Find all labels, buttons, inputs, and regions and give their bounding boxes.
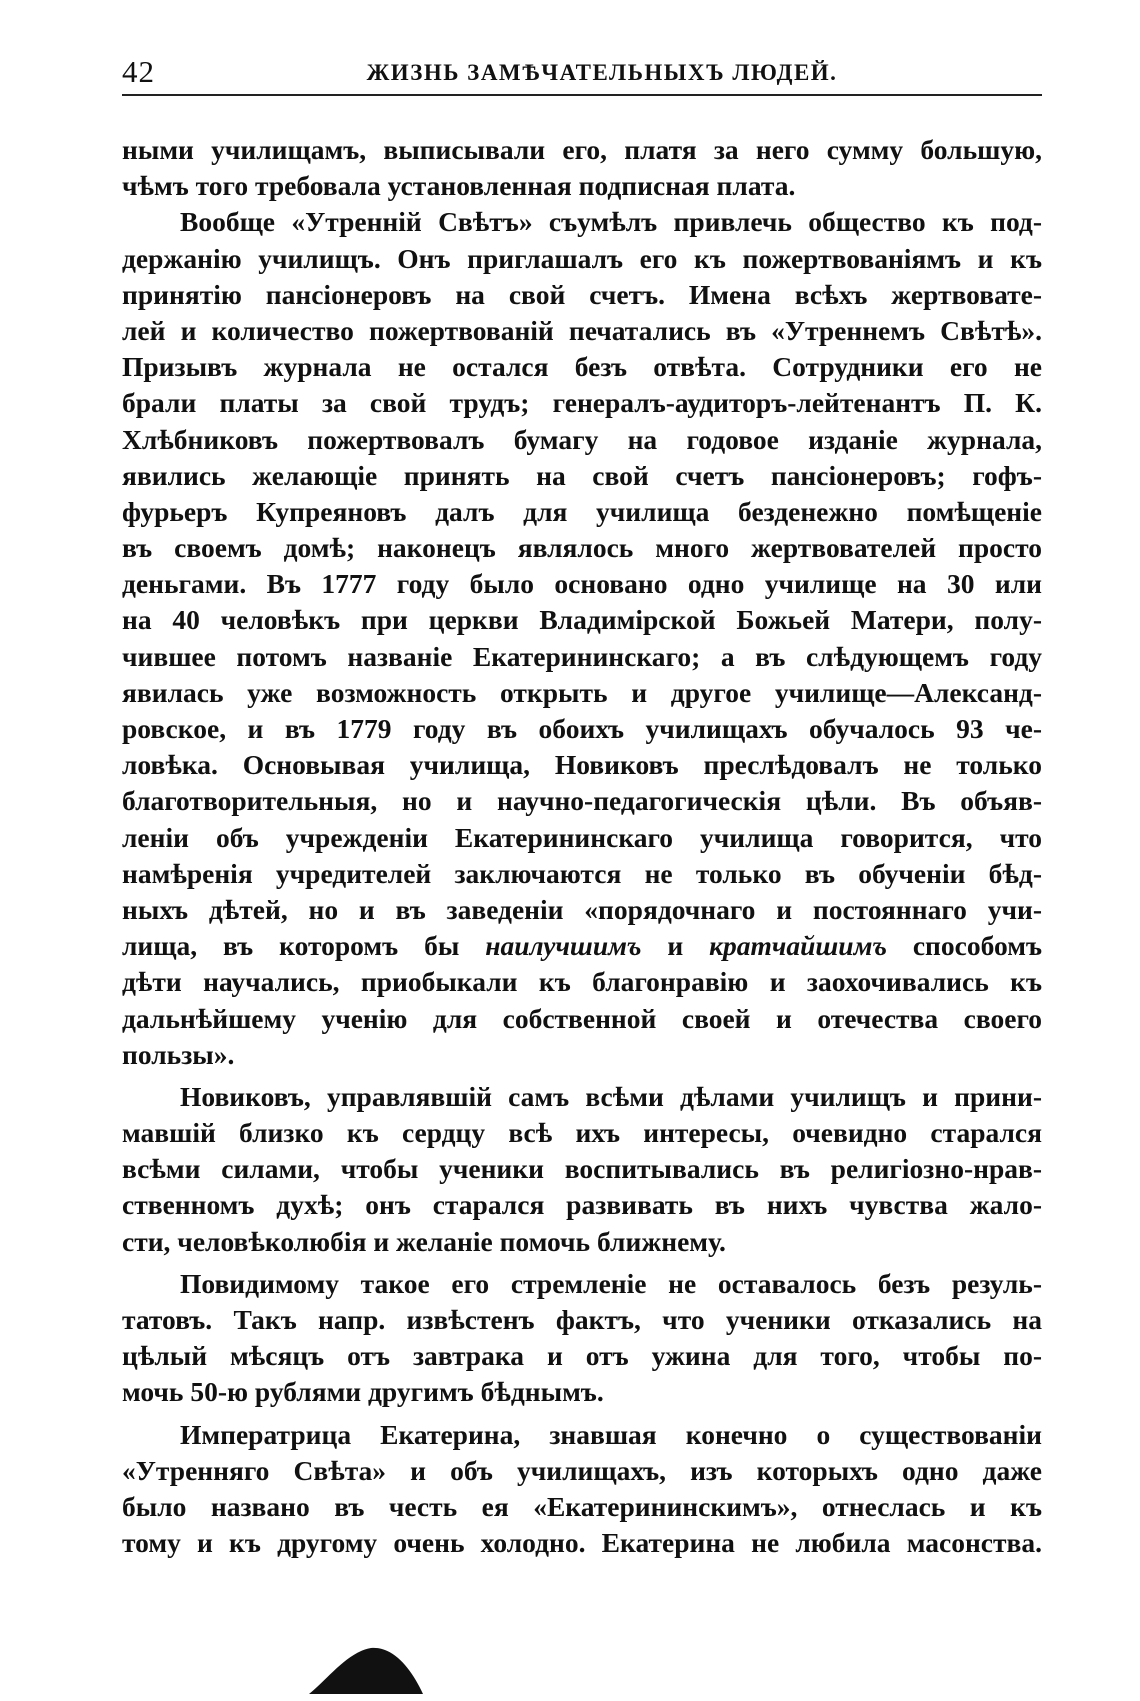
header-rule (122, 94, 1042, 96)
text-line: ловѣка. Основывая училища, Новиковъ преслѣдовалъ не только (122, 749, 1042, 781)
text-line: ныхъ дѣтей, но и въ заведеніи «порядочнаго и постояннаго учи- (122, 893, 1042, 925)
page-header (122, 52, 1042, 98)
text-line: ровское, и въ 1779 году въ обоихъ училищахъ обучалось 93 че- (122, 713, 1042, 744)
text-line: дальнѣйшему ученію для собственной своей и отечества своего (122, 1002, 1042, 1034)
text-run: способомъ (886, 930, 1042, 962)
text-line: Новиковъ, управлявшій самъ всѣми дѣлами училищъ и прини- (180, 1080, 1042, 1112)
text-run: лища, въ которомъ бы (122, 930, 486, 962)
text-line: держанію училищъ. Онъ приглашалъ его къ пожертвованіямъ и къ (122, 242, 1042, 274)
text-line: на 40 человѣкъ при церкви Владимірской Божьей Матери, полу- (122, 604, 1042, 636)
text-line: чѣмъ того требовала установленная подписная плата. (122, 170, 796, 202)
page-body (122, 132, 1042, 1561)
text-line: фурьеръ Купреяновъ далъ для училища безденежно помѣщеніе (122, 495, 1042, 527)
text-line: ными училищамъ, выписывали его, платя за него сумму большую, (122, 134, 1042, 165)
text-line: намѣренія учредителей заключаются не только въ обученіи бѣд- (122, 857, 1042, 889)
paragraph (122, 204, 1042, 1073)
text-line: татовъ. Такъ напр. извѣстенъ фактъ, что ученики отказались на (122, 1304, 1042, 1335)
text-line: лей и количество пожертвованій печатались въ «Утреннемъ Свѣтѣ». (122, 314, 1042, 346)
text-line: мочь 50-ю рублями другимъ бѣднымъ. (122, 1376, 604, 1408)
text-line: было названо въ честь ея «Екатерининскимъ», отнеслась и къ (122, 1490, 1042, 1522)
text-line: цѣлый мѣсяцъ отъ завтрака и отъ ужина для того, чтобы по- (122, 1340, 1042, 1372)
text-line: Повидимому такое его стремленіе не оставалось безъ резуль- (180, 1267, 1042, 1299)
text-line: деньгами. Въ 1777 году было основано одно училище на 30 или (122, 568, 1042, 600)
text-line: всѣми силами, чтобы ученики воспитывались въ религіозно-нрав- (122, 1153, 1042, 1185)
text-line: пользы». (122, 1038, 235, 1070)
text-line: тому и къ другому очень холодно. Екатерина не любила масонства. (122, 1527, 1042, 1559)
italic-word: наилучшимъ (485, 930, 642, 962)
text-line: брали платы за свой трудъ; генералъ-аудиторъ-лейтенантъ П. К. (122, 387, 1042, 419)
text-line: благотворительныя, но и научно-педагогическія цѣли. Въ объяв- (122, 785, 1042, 817)
text-line: принятію пансіонеровъ на свой счетъ. Имена всѣхъ жертвовате- (122, 278, 1042, 310)
paragraph (122, 132, 1042, 204)
page-number: 42 (122, 54, 155, 89)
text-run: и (641, 930, 710, 962)
paragraph (122, 1079, 1042, 1260)
text-line: «Утренняго Свѣта» и объ училищахъ, изъ которыхъ одно даже (122, 1454, 1042, 1486)
paragraph (122, 1266, 1042, 1411)
text-line: Вообще «Утренній Свѣтъ» съумѣлъ привлечь общество къ под- (180, 206, 1042, 238)
text-line: въ своемъ домѣ; наконецъ являлось много жертвователей просто (122, 532, 1042, 564)
decorative-ornament-icon (307, 1640, 425, 1696)
running-title: ЖИЗНЬ ЗАМѢЧАТЕЛЬНЫХЪ ЛЮДЕЙ. (366, 60, 838, 85)
text-line: дѣти научались, приобыкали къ благонравію и заохочивались къ (122, 966, 1042, 998)
text-line: чившее потомъ названіе Екатерининскаго; а въ слѣдующемъ году (122, 640, 1042, 672)
text-line: Хлѣбниковъ пожертвовалъ бумагу на годовое изданіе журнала, (122, 423, 1042, 455)
text-line-with-italics (122, 928, 1042, 964)
text-line: мавшій близко къ сердцу всѣ ихъ интересы, очевидно старался (122, 1117, 1042, 1149)
text-line: явились желающіе принять на свой счетъ пансіонеровъ; гофъ- (122, 459, 1042, 491)
text-line: явилась уже возможность открыть и другое училище—Александ- (122, 676, 1042, 708)
paragraph (122, 1417, 1042, 1562)
italic-word: кратчайшимъ (709, 930, 887, 962)
text-line: сти, человѣколюбія и желаніе помочь ближнему. (122, 1225, 726, 1257)
text-line: Императрица Екатерина, знавшая конечно о существованіи (180, 1418, 1042, 1450)
text-line: ственномъ духѣ; онъ старался развивать въ нихъ чувства жало- (122, 1189, 1042, 1221)
text-line: Призывъ журнала не остался безъ отвѣта. Сотрудники его не (122, 351, 1042, 383)
text-line: леніи объ учрежденіи Екатерининскаго училища говорится, что (122, 821, 1042, 853)
